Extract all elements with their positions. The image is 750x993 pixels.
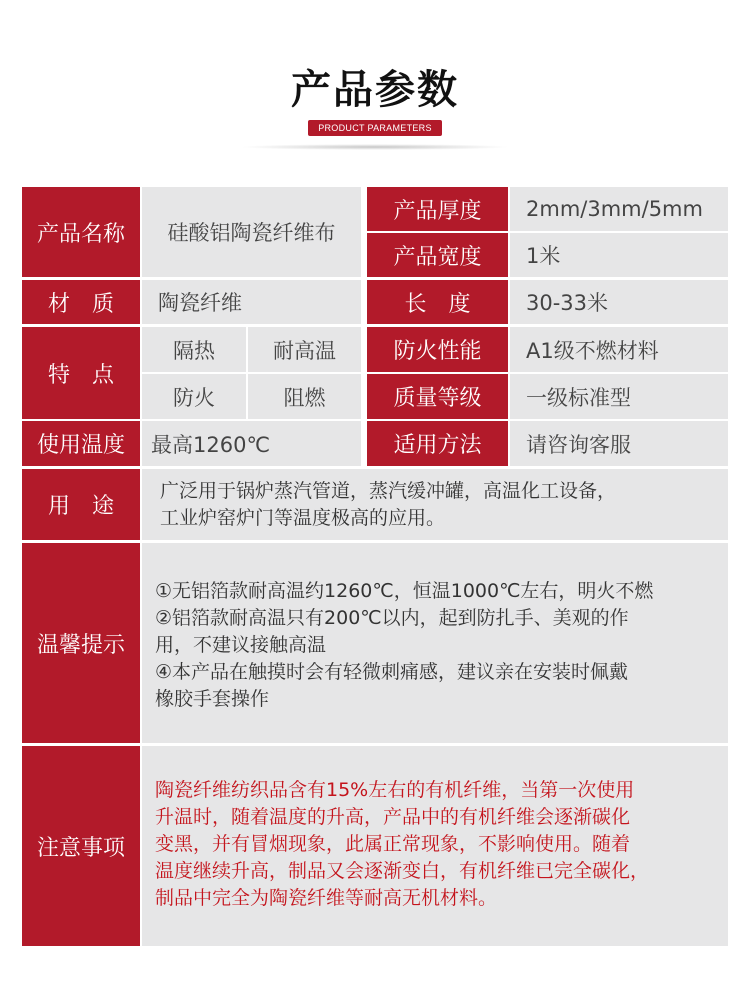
notice-label: 注意事项 — [22, 746, 140, 946]
notice-line: 升温时，随着温度的升高，产品中的有机纤维会逐渐碳化 — [155, 806, 631, 828]
usage-text — [142, 469, 728, 540]
notice-line: 变黑，并有冒烟现象，此属正常现象，不影响使用。随着 — [155, 833, 631, 855]
width-value: 1米 — [510, 233, 728, 277]
features-label: 特 点 — [22, 327, 140, 419]
notice-line: 温度继续升高，制品又会逐渐变白，有机纤维已完全碳化， — [155, 860, 650, 882]
notice-line: 制品中完全为陶瓷纤维等耐高无机材料。 — [155, 887, 498, 909]
material-label: 材 质 — [22, 280, 140, 324]
notice-text — [142, 746, 728, 946]
tips-line: 橡胶手套操作 — [155, 688, 270, 710]
tips-text — [142, 543, 728, 743]
temperature-label: 使用温度 — [22, 421, 140, 466]
grade-value: 一级标准型 — [510, 374, 728, 419]
name-value: 硅酸铝陶瓷纤维布 — [142, 187, 361, 277]
method-value: 请咨询客服 — [510, 421, 728, 466]
grade-label: 质量等级 — [367, 374, 508, 419]
page-title: 产品参数 — [291, 67, 459, 113]
tips-line: 用，不建议接触高温 — [155, 634, 327, 656]
usage-line: 广泛用于锅炉蒸汽管道，蒸汽缓冲罐，高温化工设备， — [160, 480, 617, 502]
feature-item: 阻燃 — [248, 374, 361, 419]
thickness-label: 产品厚度 — [367, 187, 508, 231]
feature-item: 隔热 — [142, 327, 246, 372]
feature-item: 耐高温 — [248, 327, 361, 372]
length-label: 长 度 — [367, 280, 508, 324]
tips-line: ①无铝箔款耐高温约1260℃，恒温1000℃左右，明火不燃 — [155, 580, 654, 602]
material-value: 陶瓷纤维 — [142, 280, 361, 324]
notice-line: 陶瓷纤维纺织品含有15%左右的有机纤维，当第一次使用 — [155, 779, 635, 801]
name-label: 产品名称 — [22, 187, 140, 277]
usage-label: 用 途 — [22, 469, 140, 540]
tips-line: ④本产品在触摸时会有轻微刺痛感，建议亲在安装时佩戴 — [155, 661, 629, 683]
subtitle-badge: PRODUCT PARAMETERS — [308, 120, 442, 136]
title-divider — [240, 144, 510, 150]
method-label: 适用方法 — [367, 421, 508, 466]
length-value: 30-33米 — [510, 280, 728, 324]
usage-line: 工业炉窑炉门等温度极高的应用。 — [160, 507, 446, 529]
tips-line: ②铝箔款耐高温只有200℃以内，起到防扎手、美观的作 — [155, 607, 629, 629]
fire-label: 防火性能 — [367, 327, 508, 372]
feature-item: 防火 — [142, 374, 246, 419]
width-label: 产品宽度 — [367, 233, 508, 277]
temperature-value: 最高1260℃ — [142, 421, 361, 466]
tips-label: 温馨提示 — [22, 543, 140, 743]
thickness-value: 2mm/3mm/5mm — [510, 187, 728, 231]
fire-value: A1级不燃材料 — [510, 327, 728, 372]
